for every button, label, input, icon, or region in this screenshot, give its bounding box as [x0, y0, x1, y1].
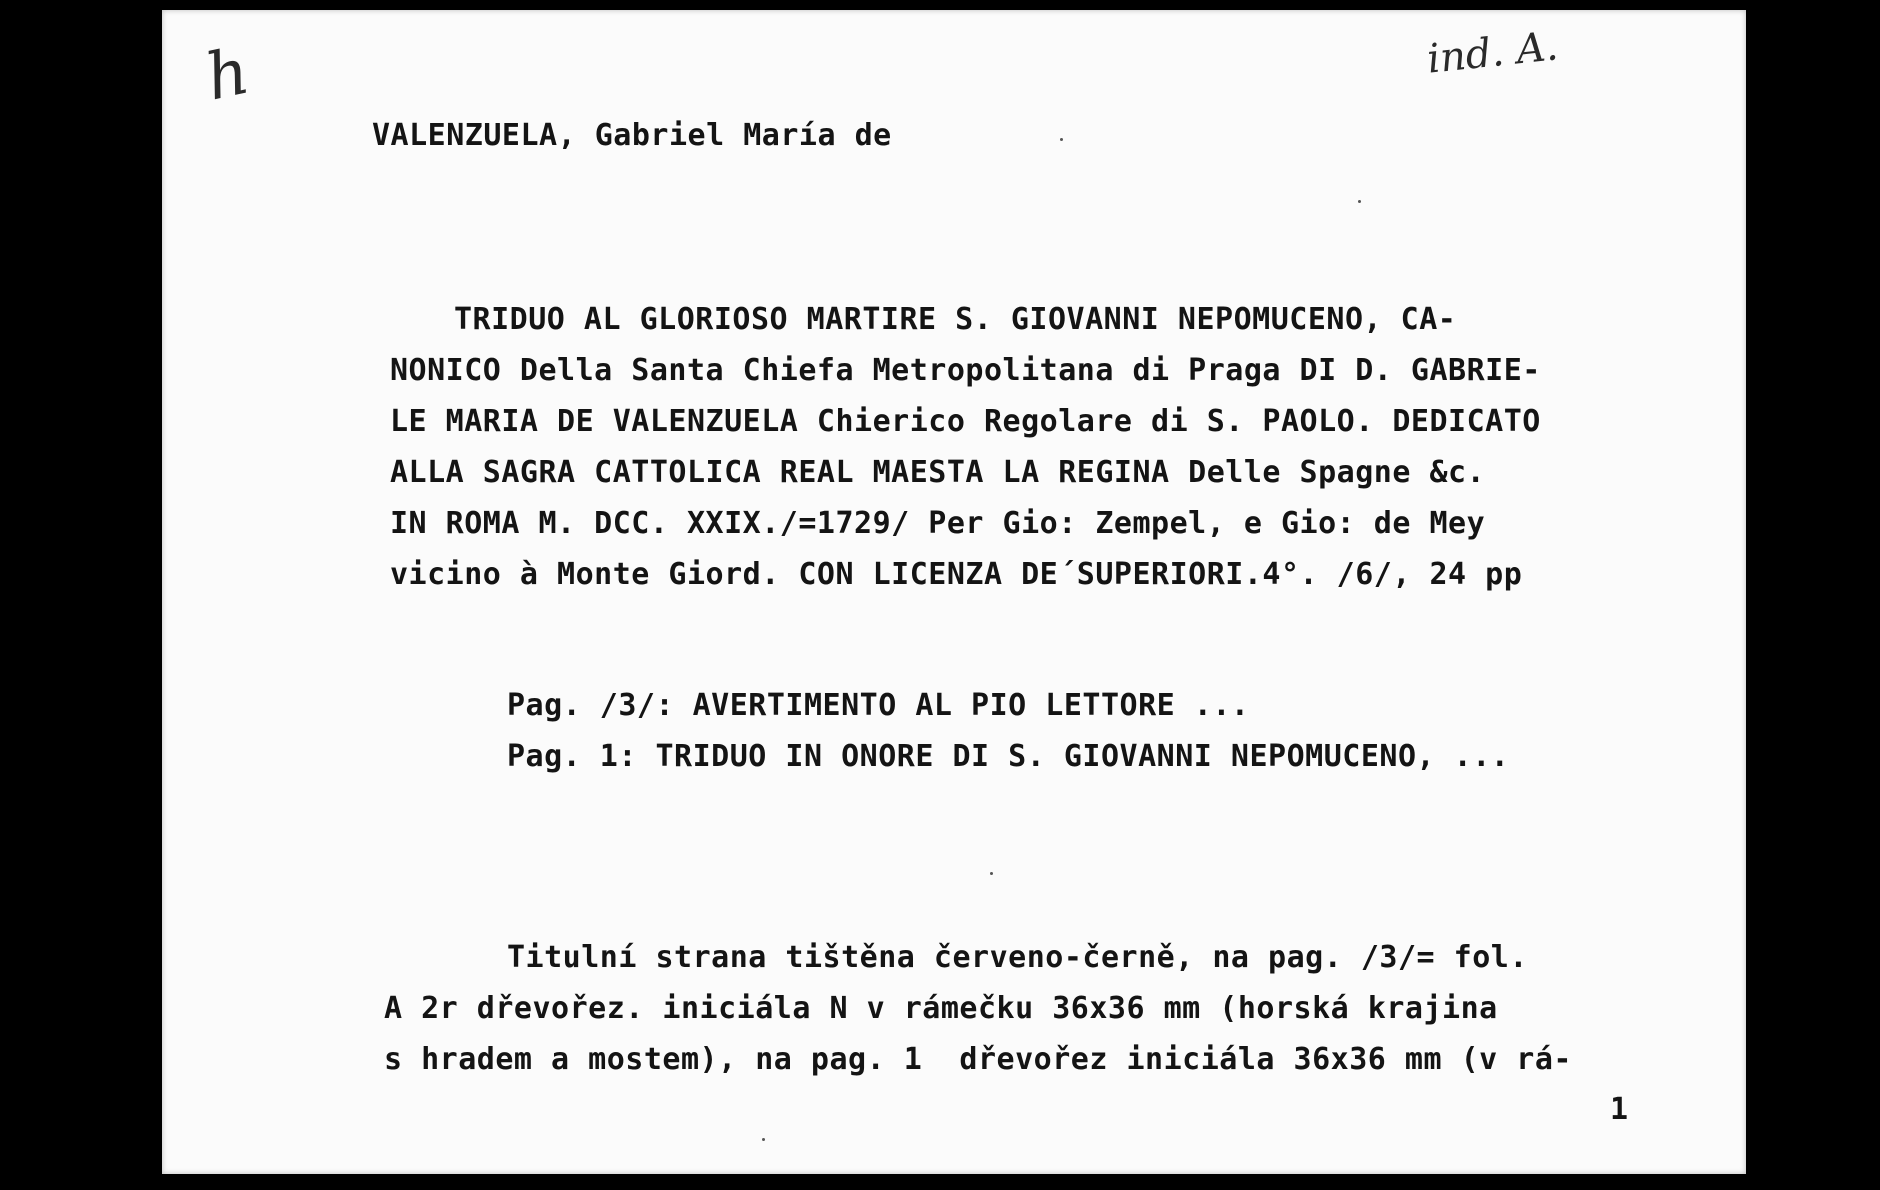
dust-speck — [762, 1138, 765, 1141]
note-line: s hradem a mostem), na pag. 1 dřevořez iniciála 36x36 mm (v rá- — [384, 1042, 1572, 1077]
title-line: IN ROMA M. DCC. XXIX./=1729/ Per Gio: Zempel, e Gio: de Mey — [390, 506, 1486, 541]
contents-line: Pag. 1: TRIDUO IN ONORE DI S. GIOVANNI NEPOMUCENO, ... — [507, 739, 1510, 774]
title-line: vicino à Monte Giord. CON LICENZA DE´SUPERIORI.4°. /6/, 24 pp — [390, 557, 1523, 592]
dust-speck — [1358, 200, 1361, 203]
dust-speck — [1060, 138, 1063, 141]
note-line: Titulní strana tištěna červeno-černě, na pag. /3/= fol. — [507, 940, 1528, 975]
page-number: 1 — [1610, 1092, 1629, 1127]
title-line: NONICO Della Santa Chiefa Metropolitana di Praga DI D. GABRIE- — [390, 353, 1541, 388]
author-heading: VALENZUELA, Gabriel María de — [372, 118, 892, 153]
title-line: LE MARIA DE VALENZUELA Chierico Regolare di S. PAOLO. DEDICATO — [390, 404, 1541, 439]
dust-speck — [990, 872, 993, 875]
contents-line: Pag. /3/: AVERTIMENTO AL PIO LETTORE ... — [507, 688, 1250, 723]
handwritten-corner-mark: h — [199, 34, 256, 116]
handwritten-signature: ind. A. — [1424, 23, 1561, 83]
catalog-card — [162, 10, 1746, 1174]
title-line: TRIDUO AL GLORIOSO MARTIRE S. GIOVANNI NEPOMUCENO, CA- — [454, 302, 1457, 337]
note-line: A 2r dřevořez. iniciála N v rámečku 36x36 mm (horská krajina — [384, 991, 1498, 1026]
title-line: ALLA SAGRA CATTOLICA REAL MAESTA LA REGINA Delle Spagne &c. — [390, 455, 1486, 490]
